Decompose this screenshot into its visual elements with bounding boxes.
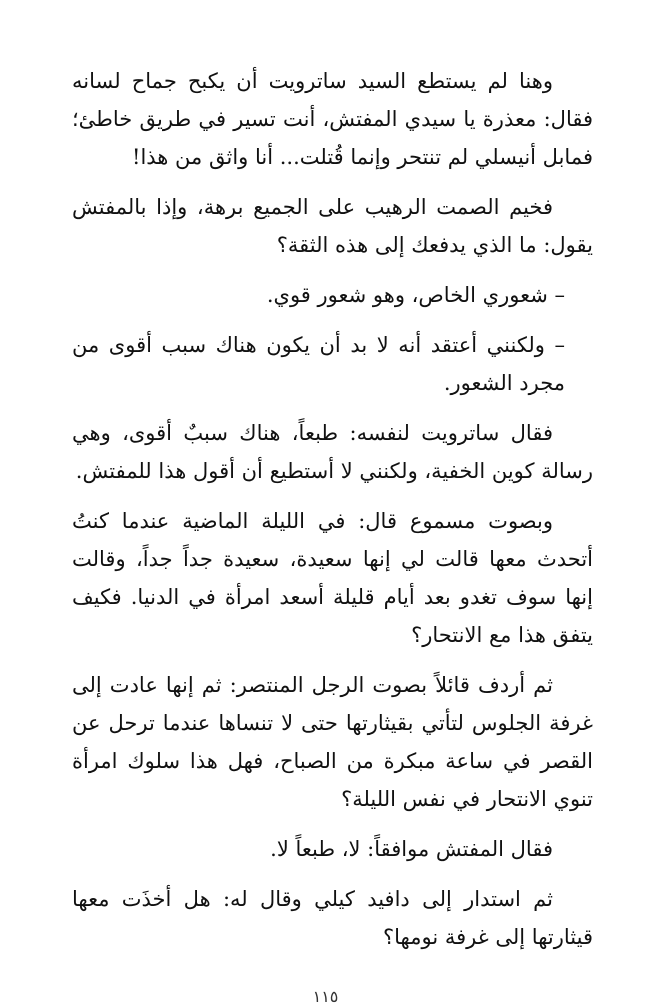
- book-page: [72, 62, 593, 956]
- paragraph-gap: [72, 264, 593, 276]
- paragraph-2: فخيم الصمت الرهيب على الجميع برهة، وإذا بالمفتش يقول: ما الذي يدفعك إلى هذه الثقة؟: [72, 195, 593, 257]
- dialogue-line-1: – شعوري الخاص، وهو شعور قوي.: [266, 283, 565, 307]
- paragraph-gap: [72, 654, 593, 666]
- paragraph-3: فقال ساترويت لنفسه: طبعاً، هناك سببٌ أقوى، وهي رسالة كوين الخفية، ولكنني لا أستطيع أن أقول هذا للمفتش.: [72, 421, 593, 483]
- paragraph-5: ثم أردف قائلاً بصوت الرجل المنتصر: ثم إنها عادت إلى غرفة الجلوس لتأتي بقيثارتها حتى لا تنساها عندما ترحل عن القصر في ساعة مبكرة من الصباح، فهل هذا سلوك امرأة تنوي الانتحار في نفس الليلة؟: [72, 673, 593, 811]
- paragraph-gap: [72, 818, 593, 830]
- paragraph-7: ثم استدار إلى دافيد كيلي وقال له: هل أخذَت معها قيثارتها إلى غرفة نومها؟: [72, 887, 593, 949]
- paragraph-gap: [72, 402, 593, 414]
- paragraph-gap: [72, 868, 593, 880]
- paragraph-gap: [72, 176, 593, 188]
- paragraph-gap: [72, 490, 593, 502]
- paragraph-gap: [72, 314, 593, 326]
- dialogue-line-2: – ولكنني أعتقد أنه لا بد أن يكون هناك سبب أقوى من مجرد الشعور.: [72, 333, 565, 395]
- paragraph-6: فقال المفتش موافقاً: لا، طبعاً لا.: [270, 837, 553, 861]
- page-number: ١١٥: [312, 987, 339, 1006]
- paragraph-4: وبصوت مسموع قال: في الليلة الماضية عندما كنتُ أتحدث معها قالت لي إنها سعيدة، سعيدة جداً جداً، وقالت إنها سوف تغدو بعد أيام قليلة أسعد امرأة في الدنيا. فكيف يتفق هذا مع الانتحار؟: [72, 509, 593, 647]
- paragraph-1: وهنا لم يستطع السيد ساترويت أن يكبح جماح لسانه فقال: معذرة يا سيدي المفتش، أنت تسير في طريق خاطئ؛ فمابل أنيسلي لم تنتحر وإنما قُتلت... أنا واثق من هذا!: [72, 69, 593, 169]
